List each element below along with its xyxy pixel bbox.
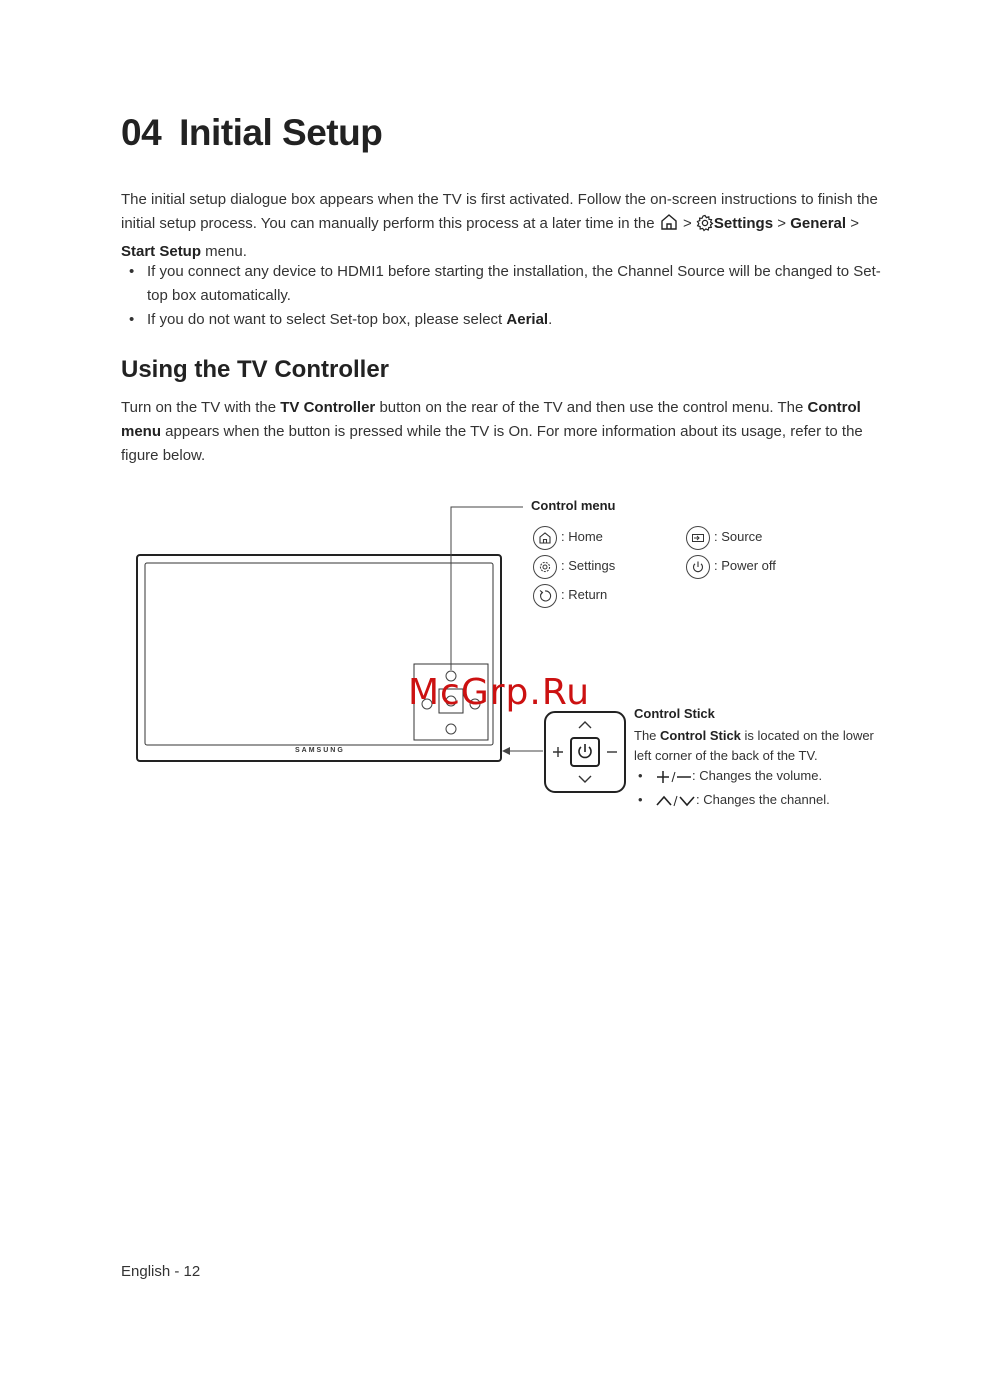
section-title: Using the TV Controller [121, 356, 390, 383]
control-menu-item-settings [533, 554, 615, 578]
control-menu-label: Control menu [121, 399, 861, 440]
control-menu-item-return [533, 583, 607, 607]
settings-path-item: Settings [713, 215, 774, 232]
section-text: appears when the button is pressed while the TV is On. For more information about its usage, refer to the figure below. [121, 423, 863, 464]
volume-text: : Changes the volume. [692, 768, 823, 783]
volume-icon [656, 770, 692, 790]
control-menu-item-source [686, 525, 762, 549]
gear-icon [533, 555, 557, 579]
control-menu-title: Control menu [531, 498, 616, 513]
control-menu-item-home [533, 525, 603, 549]
channel-text: : Changes the channel. [696, 792, 830, 807]
control-menu-item-label: : Home [561, 529, 603, 544]
control-menu-item-label: : Settings [561, 558, 616, 573]
tv-screen [145, 563, 493, 745]
intro-text-end: menu. [201, 243, 247, 260]
watermark: McGrp.Ru [408, 672, 591, 713]
general-path-item: General [790, 215, 847, 232]
control-menu-item-label: : Source [714, 529, 763, 544]
source-icon [686, 526, 710, 550]
chapter-number: 04 [121, 112, 162, 153]
stick-arrow-head [502, 747, 510, 755]
stick-text: is located on the lower left corner of the back of the TV. [634, 728, 874, 763]
return-icon [533, 584, 557, 608]
note-text: If you connect any device to HDMI1 before starting the installation, the Channel Source will be changed to Set-top box automatically. [147, 263, 881, 304]
path-separator: > [773, 215, 791, 232]
home-icon [533, 526, 557, 550]
tv-brand-label: SAMSUNG [295, 747, 345, 754]
page-footer: English - 12 [121, 1263, 201, 1280]
section-text: Turn on the TV with the [121, 399, 281, 416]
control-stick-title: Control Stick [634, 706, 715, 721]
stick-text: The [634, 728, 661, 743]
control-stick-list [634, 766, 830, 814]
tv-controller-label: TV Controller [280, 399, 376, 416]
path-separator: > [678, 215, 696, 232]
control-menu-item-label: : Return [561, 587, 608, 602]
control-menu-item-label: : Power off [714, 558, 776, 573]
start-setup-path-item: Start Setup [121, 243, 202, 260]
control-stick-bold: Control Stick [660, 728, 741, 743]
path-separator: > [846, 215, 859, 232]
note-text-end: . [548, 311, 553, 328]
chapter-title: Initial Setup [179, 112, 383, 153]
list-item [634, 790, 830, 814]
section-text: button on the rear of the TV and then use the control menu. The [375, 399, 808, 416]
note-text: If you do not want to select Set-top box, please select [147, 311, 507, 328]
channel-icon [656, 794, 696, 814]
aerial-label: Aerial [506, 311, 549, 328]
control-stick-description [634, 726, 874, 766]
list-item [634, 766, 830, 790]
power-icon [686, 555, 710, 579]
intro-text: The initial setup dialogue box appears when the TV is first activated. Follow the on-screen instructions to finish the initial setup process. You can manually perform this process at a later time in the [121, 191, 878, 232]
control-menu-item-power [686, 554, 776, 578]
